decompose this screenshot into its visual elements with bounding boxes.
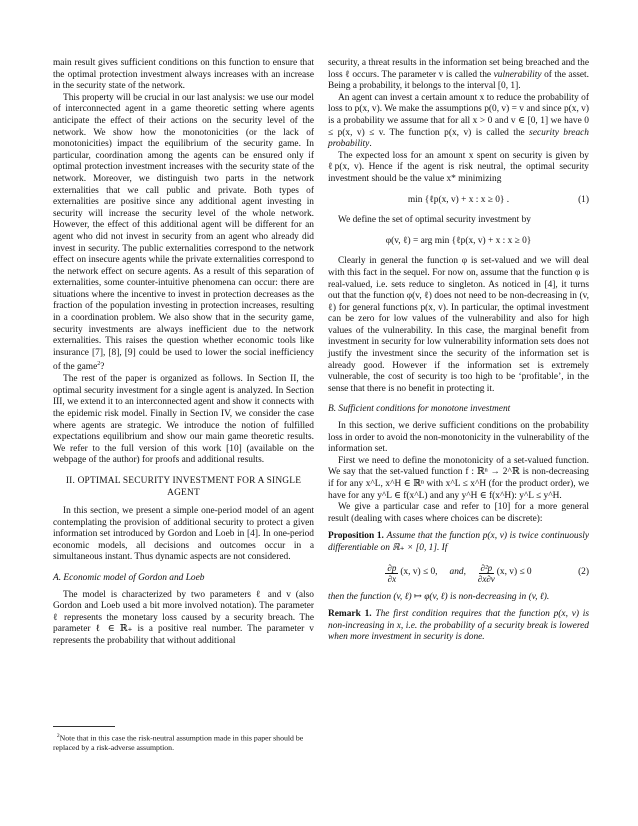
equation-phi: φ(v, ℓ) = arg min {ℓp(x, v) + x : x ≥ 0} bbox=[385, 235, 532, 246]
paragraph: security, a threat results in the information set being breached and the loss ℓ occurs. The parameter v is called the vulnerability of the asset. Being a probability, it belongs to the interval [0, 1]. bbox=[328, 58, 589, 92]
right-column bbox=[328, 58, 589, 644]
footnote: $^2$Note that in this case the risk-neutral assumption made in this paper should be replaced by a risk-adverse assumption. bbox=[53, 733, 304, 753]
paragraph: The expected loss for an amount x spent on security is given by ℓp(x, v). Hence if the agent is risk neutral, the optimal security investment should be the value x* minimizing bbox=[328, 150, 589, 184]
section-heading: II. OPTIMAL SECURITY INVESTMENT FOR A SINGLE AGENT bbox=[65, 475, 302, 498]
footnote-rule bbox=[53, 726, 115, 727]
paragraph: In this section, we derive sufficient conditions on the probability loss in order to avoid the non-monotonicity in the vulnerability of the information set. bbox=[328, 421, 589, 455]
equation-1: min {ℓp(x, v) + x : x ≥ 0} . (1) bbox=[407, 194, 589, 205]
paragraph: In this section, we present a simple one-period model of an agent contemplating the provision of additional security to protect a given information set introduced by Gordon and Loeb in [4]. In one-period economic models, all decisions and outcomes occur in a simultaneous instant. Thus dynamic aspects are not considered. bbox=[53, 506, 314, 563]
equation-2: $\frac{\partial p}{\partial x}$ (x, v) ≤ 0, and, $\frac{\text{∂²p}}{\partial x\partial v}$ (x, v) ≤ 0 (2) bbox=[387, 562, 589, 584]
fraction: $\frac{\text{∂²p}}{\partial x\partial v}$ bbox=[477, 562, 495, 584]
paragraph: An agent can invest a certain amount x to reduce the probability of loss to p(x, v). We make the assumptions p(0, v) = v and since p(x, v) is a probability we assume that for all x > 0 and v ∈ [0, 1] we have 0 ≤ p(x, v) ≤ v. The function p(x, v) is called the security breach probability. bbox=[328, 92, 589, 150]
paragraph: The model is characterized by two parameters ℓ and v (also Gordon and Loeb used a bit more involved notation). The parameter ℓ represents the monetary loss caused by a security breach. The parameter ℓ ∈ ℝ₊ is a positive real number. The parameter v represents the probability that without additional bbox=[53, 589, 314, 647]
paragraph: We give a particular case and refer to [10] for a more general result (dealing with cases where choices can be discrete): bbox=[328, 502, 589, 524]
equation-number: (1) bbox=[578, 194, 589, 205]
proposition: Proposition 1. Assume that the function p(x, v) is twice continuously differentiable on ℝ₊ × [0, 1]. If bbox=[328, 531, 589, 553]
subsection-heading: A. Economic model of Gordon and Loeb bbox=[53, 573, 205, 584]
equation-number: (2) bbox=[578, 567, 589, 578]
fraction: $\frac{\partial p}{\partial x}$ bbox=[387, 562, 397, 584]
proposition-conclusion: then the function (v, ℓ) ↦ φ(v, ℓ) is non-decreasing in (v, ℓ). bbox=[328, 591, 550, 602]
paragraph: This property will be crucial in our last analysis: we use our model of interconnected agent in a game theoretic setting where agents anticipate the effect of their actions on the security level of the network. We show how the monotonicities (or the lack of monotonicities) impact the equilibrium of the security game. In particular, coordination among the agents can be ensured only if optimal protection investment increases with the security state of the network. Moreover, we distinguish two parts in the network externalities that we call public and private. Both types of externalities are positive since any additional agent investing in security will increase the security level of the whole network. However, the effect of this additional agent will be different for an agent who did not invest in security from an agent who already did invest in security. The public externalities correspond to the network effect on insecure agents while the private externalities correspond to the network effect on secure agents. As a result of this separation of externalities, some counter-intuitive phenomena can occur: there are situations where the incentive to invest in protection decreases as the fraction of the population investing in protection increases, resulting in a coordination problem. We also show that in the security game, security investments are always inefficient due to the network externalities. This raises the question whether economic tools like insurance [7], [8], [9] could be used to lower the social inefficiency of the game$^2$? bbox=[53, 92, 314, 373]
paragraph: Clearly in general the function φ is set-valued and we will deal with this fact in the sequel. For now on, assume that the function φ is real-valued, i.e. sets reduce to singleton. As noticed in [4], it turns out that the function φ(v, ℓ) does not need to be non-decreasing in (v, ℓ) for general functions p(x, v). In particular, the optimal investment can be zero for low values of the vulnerability and also for high values of the vulnerability. In this case, the marginal benefit from investment in security for low vulnerability information sets does not justify the investment since the security of the information set is already good. However if the information set is extremely vulnerable, the cost of security is too high to be ‘profitable’, in the sense that there is no benefit in protecting it. bbox=[328, 256, 589, 394]
remark: Remark 1. The first condition requires that the function p(x, v) is non-increasing in x, i.e. the probability of a security break is lowered when more investment in security is done. bbox=[328, 609, 590, 643]
paragraph: main result gives sufficient conditions on this function to ensure that the optimal protection investment always increases with an increase in the security state of the network. bbox=[53, 58, 314, 92]
paragraph: First we need to define the monotonicity of a set-valued function. We say that the set-valued function f : ℝⁿ → 2^ℝ is non-decreasing if for any x^L, x^H ∈ ℝⁿ with x^L ≤ x^H (for the product order), we have for any y^L ∈ f(x^L) and any y^H ∈ f(x^H): y^L ≤ y^H. bbox=[328, 455, 589, 501]
subsection-heading: B. Sufficient conditions for monotone investment bbox=[328, 404, 511, 415]
paragraph: The rest of the paper is organized as follows. In Section II, the optimal security investment for a single agent is analyzed. In Section III, we extend it to an interconnected agent and show it connects with the epidemic risk model. Finally in Section IV, we consider the case where agents are strategic. We introduce the notion of fulfilled expectations equilibrium and show our main game theoretic results. We refer to the full version of this work [10] (available on the webpage of the author) for proofs and additional results. bbox=[53, 374, 314, 466]
paragraph: We define the set of optimal security investment by bbox=[338, 215, 531, 226]
left-column bbox=[53, 58, 314, 648]
